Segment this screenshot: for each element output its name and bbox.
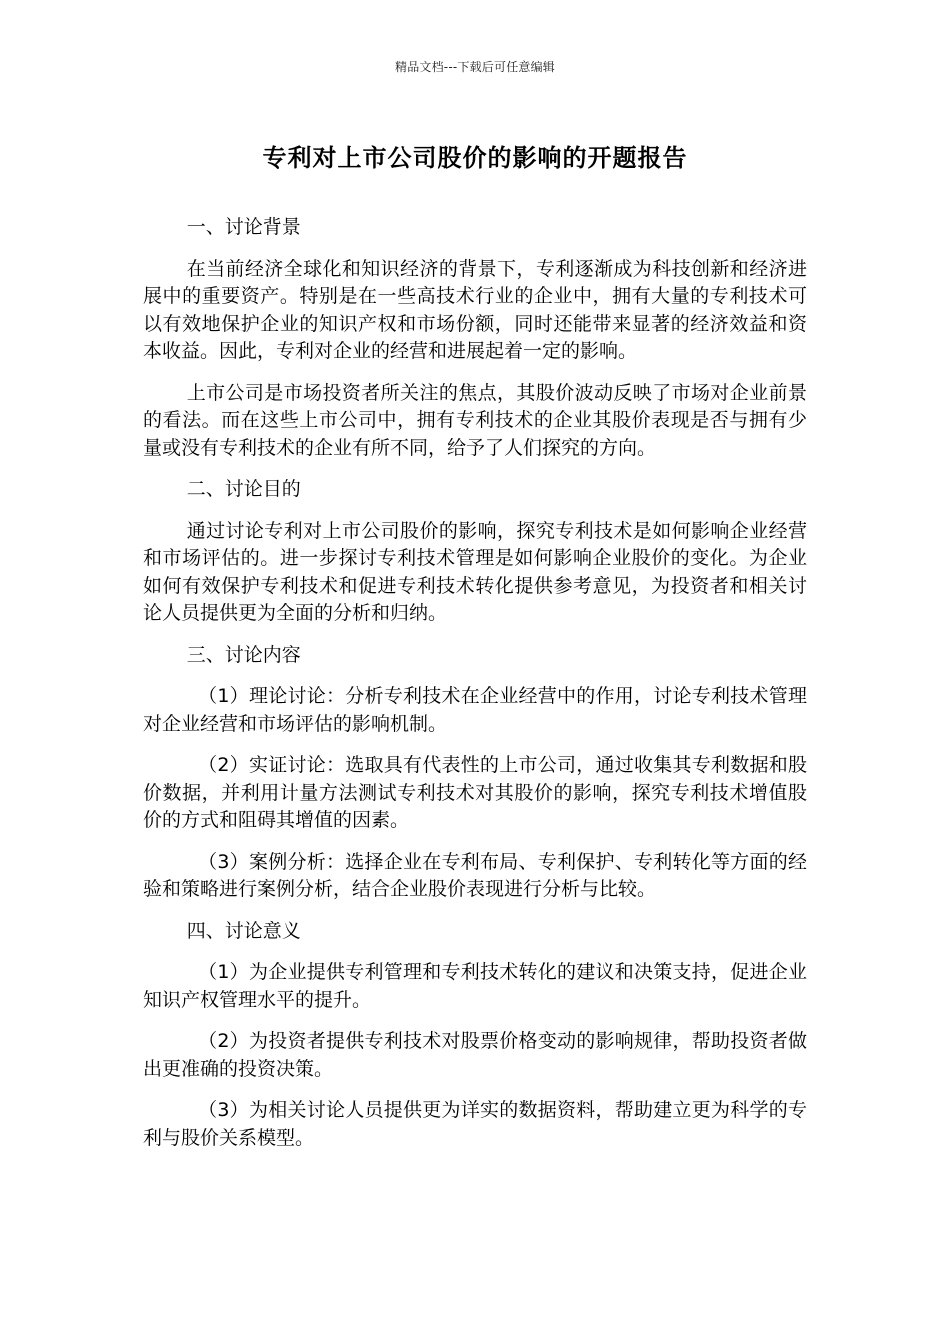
document-title: 专利对上市公司股价的影响的开题报告 xyxy=(262,144,688,172)
section-heading: 一、讨论背景 xyxy=(186,216,301,238)
list-item: （1）理论讨论：分析专利技术在企业经营中的作用，讨论专利技术管理对企业经营和市场评估的影响机制。 xyxy=(143,685,807,735)
section-content xyxy=(143,642,807,904)
paragraph: 通过讨论专利对上市公司股价的影响，探究专利技术是如何影响企业经营和市场评估的。进一步探讨专利技术管理是如何影响企业股价的变化。为企业如何有效保护专利技术和促进专利技术转化提供参考意见，为投资者和相关讨论人员提供更为全面的分析和归纳。 xyxy=(143,519,807,624)
section-purpose xyxy=(143,476,807,628)
paragraph: 在当前经济全球化和知识经济的背景下，专利逐渐成为科技创新和经济进展中的重要资产。特别是在一些高技术行业的企业中，拥有大量的专利技术可以有效地保护企业的知识产权和市场份额，同时还能带来显著的经济效益和资本收益。因此，专利对企业的经营和进展起着一定的影响。 xyxy=(143,257,807,362)
section-heading: 三、讨论内容 xyxy=(186,643,301,666)
list-item: （3）为相关讨论人员提供更为详实的数据资料，帮助建立更为科学的专利与股价关系模型。 xyxy=(143,1099,807,1149)
section-heading: 二、讨论目的 xyxy=(186,478,301,500)
section-background xyxy=(143,214,807,462)
list-item: （3）案例分析：选择企业在专利布局、专利保护、专利转化等方面的经验和策略进行案例分析，结合企业股价表现进行分析与比较。 xyxy=(143,850,807,900)
list-item: （2）为投资者提供专利技术对股票价格变动的影响规律，帮助投资者做出更准确的投资决策。 xyxy=(143,1030,807,1080)
paragraph: 上市公司是市场投资者所关注的焦点，其股价波动反映了市场对企业前景的看法。而在这些上市公司中，拥有专利技术的企业其股价表现是否与拥有少量或没有专利技术的企业有所不同，给予了人们探究的方向。 xyxy=(143,381,807,459)
header-note: 精品文档---下载后可任意编辑 xyxy=(395,60,555,74)
list-item: （1）为企业提供专利管理和专利技术转化的建议和决策支持，促进企业知识产权管理水平的提升。 xyxy=(143,961,807,1011)
list-item: （2）实证讨论：选取具有代表性的上市公司，通过收集其专利数据和股价数据，并利用计量方法测试专利技术对其股价的影响，探究专利技术增值股价的方式和阻碍其增值的因素。 xyxy=(143,754,807,831)
document-body xyxy=(143,214,807,1166)
section-significance xyxy=(143,918,807,1153)
section-heading: 四、讨论意义 xyxy=(186,919,301,942)
